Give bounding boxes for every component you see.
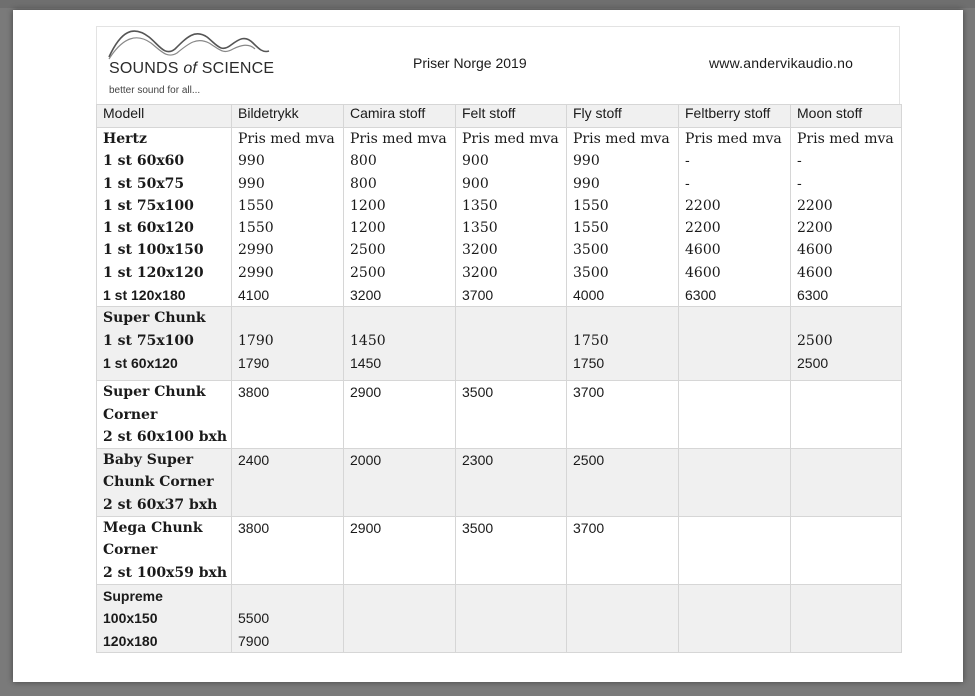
price-label: Pris med mva <box>685 131 782 147</box>
price: 2300 <box>462 452 494 469</box>
size-label: 1 st 75x100 <box>103 197 194 214</box>
price: 3500 <box>462 384 494 401</box>
price: 2900 <box>350 384 382 401</box>
price: 6300 <box>685 287 717 304</box>
sounds-of-science-logo <box>103 27 273 101</box>
website-url: www.andervikaudio.no <box>709 55 854 71</box>
price: 2000 <box>350 452 382 469</box>
price-cell <box>791 449 902 517</box>
price-cell <box>456 517 567 585</box>
size-label: 1 st 120x180 <box>103 287 186 304</box>
model-line: Super Chunk <box>103 384 206 401</box>
price: 3500 <box>573 264 609 281</box>
price-table <box>96 104 902 653</box>
price-cell <box>344 584 456 652</box>
price: 4000 <box>573 287 605 304</box>
price: 3800 <box>238 384 270 401</box>
price: 2500 <box>350 264 386 281</box>
model-line: 2 st 60x100 bxh <box>103 428 228 445</box>
price-label: Pris med mva <box>462 131 559 147</box>
column-header: Feltberry stoff <box>679 105 791 128</box>
price: 3200 <box>350 287 382 304</box>
price-cell <box>567 307 679 381</box>
price-label: Pris med mva <box>573 131 670 147</box>
price: 1200 <box>350 197 386 214</box>
price: 990 <box>238 153 265 170</box>
price: 990 <box>573 175 600 192</box>
price: 6300 <box>797 287 829 304</box>
price-label: Pris med mva <box>238 131 335 147</box>
price-cell <box>679 128 791 307</box>
price-cell <box>232 517 344 585</box>
price-cell <box>456 381 567 449</box>
price-cell <box>232 584 344 652</box>
price-cell <box>232 381 344 449</box>
price: 2500 <box>797 354 829 371</box>
price: 2500 <box>573 452 605 469</box>
price-cell <box>679 584 791 652</box>
group-title: Hertz <box>103 131 147 147</box>
price: 2500 <box>350 242 386 259</box>
column-header: Moon stoff <box>791 105 902 128</box>
group-baby-super-chunk-corner <box>97 449 902 517</box>
price: 2900 <box>350 520 382 537</box>
price: 7900 <box>238 632 270 649</box>
model-cell <box>97 307 232 381</box>
viewer-top-bar <box>0 0 975 8</box>
model-line: Corner <box>103 542 158 559</box>
price: - <box>797 153 802 170</box>
price-cell <box>567 584 679 652</box>
size-label: 1 st 75x100 <box>103 332 194 349</box>
price-cell <box>791 307 902 381</box>
column-header: Bildetrykk <box>232 105 344 128</box>
table-header-row <box>97 105 902 128</box>
price: 4100 <box>238 287 270 304</box>
price-cell <box>567 517 679 585</box>
price-cell <box>791 128 902 307</box>
price: 1450 <box>350 354 382 371</box>
price: 1790 <box>238 332 274 349</box>
model-line: 2 st 100x59 bxh <box>103 564 228 581</box>
price-cell <box>679 307 791 381</box>
price-cell <box>567 128 679 307</box>
price: 4600 <box>685 242 721 259</box>
size-label: 120x180 <box>103 632 158 649</box>
price: 1750 <box>573 354 605 371</box>
group-mega-chunk-corner <box>97 517 902 585</box>
price: 1200 <box>350 220 386 237</box>
group-hertz <box>97 128 902 307</box>
price: 990 <box>573 153 600 170</box>
price: 2500 <box>797 332 833 349</box>
price: 3700 <box>573 520 605 537</box>
price: 1550 <box>573 197 609 214</box>
model-cell <box>97 584 232 652</box>
price-cell <box>679 517 791 585</box>
page-title: Priser Norge 2019 <box>413 55 527 71</box>
price: 4600 <box>685 264 721 281</box>
price-cell <box>791 584 902 652</box>
size-label: 100x150 <box>103 610 158 627</box>
model-cell <box>97 381 232 449</box>
price-cell <box>567 449 679 517</box>
size-label: 1 st 50x75 <box>103 175 185 192</box>
price: 2200 <box>685 197 721 214</box>
price-cell <box>791 381 902 449</box>
model-cell <box>97 449 232 517</box>
column-header: Fly stoff <box>567 105 679 128</box>
price: 2200 <box>797 197 833 214</box>
price: 3700 <box>462 287 494 304</box>
price: 3500 <box>573 242 609 259</box>
price: 2400 <box>238 452 270 469</box>
price: 5500 <box>238 610 270 627</box>
price: - <box>797 175 802 192</box>
size-label: 1 st 60x120 <box>103 220 194 237</box>
price: 900 <box>462 175 489 192</box>
price: 990 <box>238 175 265 192</box>
price: 2990 <box>238 264 274 281</box>
price: 1790 <box>238 354 270 371</box>
price: - <box>685 153 690 170</box>
price: 3200 <box>462 264 498 281</box>
price: 3500 <box>462 520 494 537</box>
group-title: Super Chunk <box>103 310 206 327</box>
logo-wordmark: SOUNDS of SCIENCE <box>109 60 275 77</box>
price: 1350 <box>462 220 498 237</box>
group-supreme <box>97 584 902 652</box>
model-line: Mega Chunk <box>103 520 203 537</box>
price: 1350 <box>462 197 498 214</box>
price-cell <box>791 517 902 585</box>
price: 900 <box>462 153 489 170</box>
price: 4600 <box>797 264 833 281</box>
price: 1550 <box>573 220 609 237</box>
price: 2990 <box>238 242 274 259</box>
model-cell <box>97 128 232 307</box>
price: 1450 <box>350 332 386 349</box>
price-cell <box>344 128 456 307</box>
column-header: Felt stoff <box>456 105 567 128</box>
group-super-chunk-corner <box>97 381 902 449</box>
price-cell <box>344 381 456 449</box>
price: 3800 <box>238 520 270 537</box>
column-header: Camira stoff <box>344 105 456 128</box>
price: 1550 <box>238 197 274 214</box>
size-label: 1 st 60x120 <box>103 354 178 371</box>
model-line: Baby Super <box>103 452 194 469</box>
column-header: Modell <box>97 105 232 128</box>
price-cell <box>456 449 567 517</box>
group-super-chunk <box>97 307 902 381</box>
price-label: Pris med mva <box>350 131 447 147</box>
size-label: 1 st 60x60 <box>103 153 185 170</box>
price: 2200 <box>797 220 833 237</box>
price-cell <box>232 128 344 307</box>
size-label: 1 st 120x120 <box>103 264 204 281</box>
price-cell <box>456 584 567 652</box>
price-cell <box>232 307 344 381</box>
price: 3700 <box>573 384 605 401</box>
logo-tagline: better sound for all... <box>109 85 201 96</box>
model-line: Chunk Corner <box>103 474 214 491</box>
price-cell <box>344 517 456 585</box>
price: 3200 <box>462 242 498 259</box>
price: 800 <box>350 175 377 192</box>
price-cell <box>232 449 344 517</box>
group-title: Supreme <box>103 587 163 604</box>
price: - <box>685 175 690 192</box>
page-header <box>96 26 900 104</box>
price-label: Pris med mva <box>797 131 894 147</box>
price: 1750 <box>573 332 609 349</box>
price-cell <box>456 128 567 307</box>
model-cell <box>97 517 232 585</box>
model-line: 2 st 60x37 bxh <box>103 496 218 513</box>
price: 1550 <box>238 220 274 237</box>
price-cell <box>679 381 791 449</box>
price: 4600 <box>797 242 833 259</box>
price-cell <box>344 307 456 381</box>
price-cell <box>567 381 679 449</box>
price-cell <box>679 449 791 517</box>
price: 800 <box>350 153 377 170</box>
price-cell <box>456 307 567 381</box>
price-cell <box>344 449 456 517</box>
size-label: 1 st 100x150 <box>103 242 204 259</box>
model-line: Corner <box>103 406 158 423</box>
price: 2200 <box>685 220 721 237</box>
